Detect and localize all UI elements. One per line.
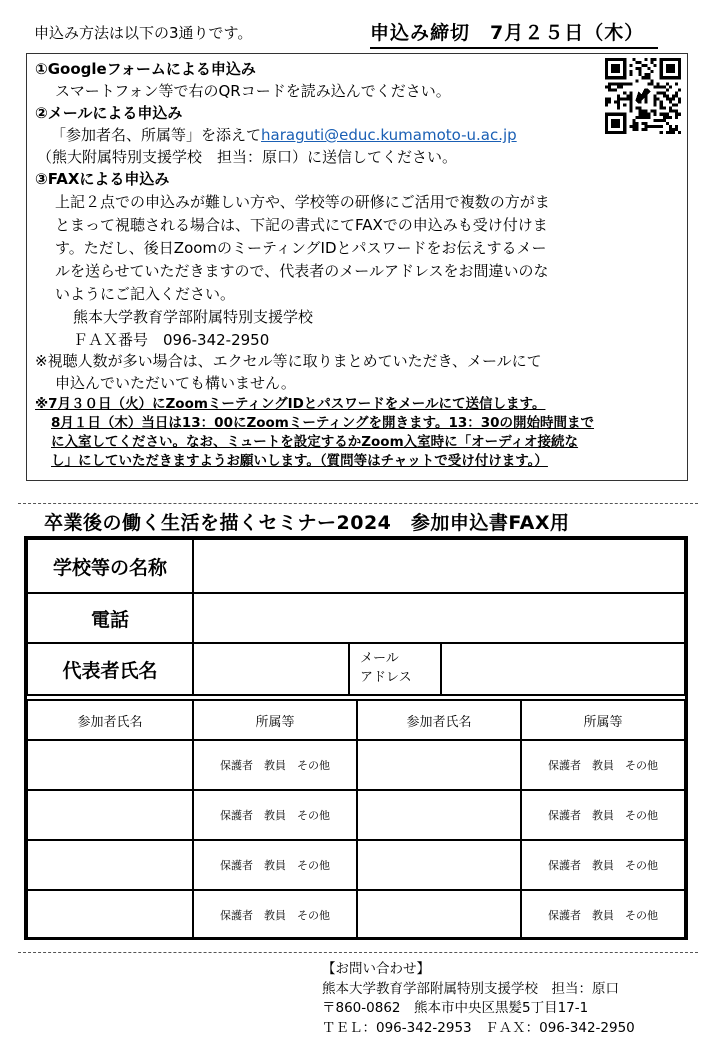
mail-method-body — [51, 125, 517, 146]
contact-heading: 【お問い合わせ】 — [322, 961, 430, 977]
participant-name-field[interactable] — [357, 740, 521, 790]
cut-line-bottom — [18, 952, 698, 953]
qr-code-icon[interactable] — [605, 58, 681, 134]
participant-name-field[interactable] — [27, 790, 193, 840]
participant-name-field[interactable] — [27, 890, 193, 939]
fax-method-line: いようにご記入ください。 — [55, 285, 236, 303]
zoom-note-line: に入室してください。なお、ミュートを設定するかZoom入室時に「オーディオ接続な — [51, 434, 579, 450]
affiliation-options[interactable]: 保護者 教員 その他 — [521, 740, 685, 790]
fax-method-line: ルを送らせていただきますので、代表者のメールアドレスをお間違いのな — [55, 262, 549, 280]
participant-name-field[interactable] — [27, 740, 193, 790]
contact-address: 〒860-0862 熊本市中央区黒髪5丁目17-1 — [322, 1000, 589, 1016]
affiliation-options[interactable]: 保護者 教員 その他 — [193, 890, 357, 939]
application-form-table — [24, 536, 688, 940]
mail-method-title: ②メールによる申込み — [35, 104, 183, 122]
affiliation-options[interactable]: 保護者 教員 その他 — [193, 740, 357, 790]
email-label-line: メール — [360, 651, 399, 666]
application-methods-box — [26, 53, 688, 481]
intro-text: 申込み方法は以下の3通りです。 — [34, 24, 253, 42]
participant-name-header: 参加者氏名 — [357, 700, 521, 740]
fax-school-name: 熊本大学教育学部附属特別支援学校 — [73, 308, 314, 326]
representative-name-field[interactable] — [193, 643, 349, 695]
zoom-note-line: 8月１日（木）当日は13：00にZoomミーティングを開きます。13：30の開始時間まで — [51, 415, 595, 431]
school-name-label: 学校等の名称 — [27, 539, 193, 593]
participant-name-header: 参加者氏名 — [27, 700, 193, 740]
cut-line-top — [18, 503, 698, 504]
fax-number: ＦＡＸ番号 096-342-2950 — [73, 331, 270, 349]
participant-name-field[interactable] — [357, 840, 521, 890]
school-name-field[interactable] — [193, 539, 685, 593]
affiliation-options[interactable]: 保護者 教員 その他 — [193, 790, 357, 840]
mail-address-link[interactable]: haraguti@educ.kumamoto-u.ac.jp — [261, 126, 517, 144]
google-method-title: ①Googleフォームによる申込み — [35, 60, 256, 78]
fax-method-line: す。ただし、後日ZoomのミーティングIDとパスワードをお伝えするメー — [55, 239, 547, 257]
mail-method-recipient: （熊大附属特別支援学校 担当：原口）に送信してください。 — [37, 148, 458, 166]
contact-phone-fax: ＴＥＬ：096-342-2953 ＦＡＸ：096-342-2950 — [322, 1019, 635, 1036]
note-line: 申込んでいただいても構いません。 — [55, 374, 296, 392]
phone-field[interactable] — [193, 593, 685, 643]
affiliation-options[interactable]: 保護者 教員 その他 — [521, 840, 685, 890]
participant-name-field[interactable] — [357, 890, 521, 939]
mail-body-prefix: 「参加者名、所属等」を添えて — [51, 126, 262, 144]
phone-label: 電話 — [27, 593, 193, 643]
email-field[interactable] — [441, 643, 685, 695]
contact-info — [322, 960, 635, 1038]
affiliation-header: 所属等 — [521, 700, 685, 740]
deadline-heading: 申込み締切 7月２５日（木） — [370, 18, 658, 49]
affiliation-options[interactable]: 保護者 教員 その他 — [521, 890, 685, 939]
fax-method-line: 上記２点での申込みが難しい方や、学校等の研修にご活用で複数の方がま — [55, 193, 550, 211]
participant-name-field[interactable] — [357, 790, 521, 840]
email-label — [349, 643, 441, 695]
fax-method-title: ③FAXによる申込み — [35, 170, 170, 188]
participant-name-field[interactable] — [27, 840, 193, 890]
form-title: 卒業後の働く生活を描くセミナー2024 参加申込書FAX用 — [44, 512, 570, 534]
representative-name-label: 代表者氏名 — [27, 643, 193, 695]
affiliation-header: 所属等 — [193, 700, 357, 740]
zoom-note-line: し」にしていただきますようお願いします。（質問等はチャットで受け付けます。） — [51, 453, 548, 469]
google-method-body: スマートフォン等で右のQRコードを読み込んでください。 — [55, 82, 451, 100]
affiliation-options[interactable]: 保護者 教員 その他 — [193, 840, 357, 890]
contact-school: 熊本大学教育学部附属特別支援学校 担当：原口 — [322, 980, 619, 997]
note-line: ※視聴人数が多い場合は、エクセル等に取りまとめていただき、メールにて — [35, 352, 542, 370]
affiliation-options[interactable]: 保護者 教員 その他 — [521, 790, 685, 840]
email-label-line: アドレス — [360, 670, 412, 685]
fax-method-line: とまって視聴される場合は、下記の書式にてFAXでの申込みも受け付けま — [55, 216, 548, 234]
zoom-note-line: ※7月３０日（火）にZoomミーティングIDとパスワードをメールにて送信します。 — [35, 396, 546, 412]
